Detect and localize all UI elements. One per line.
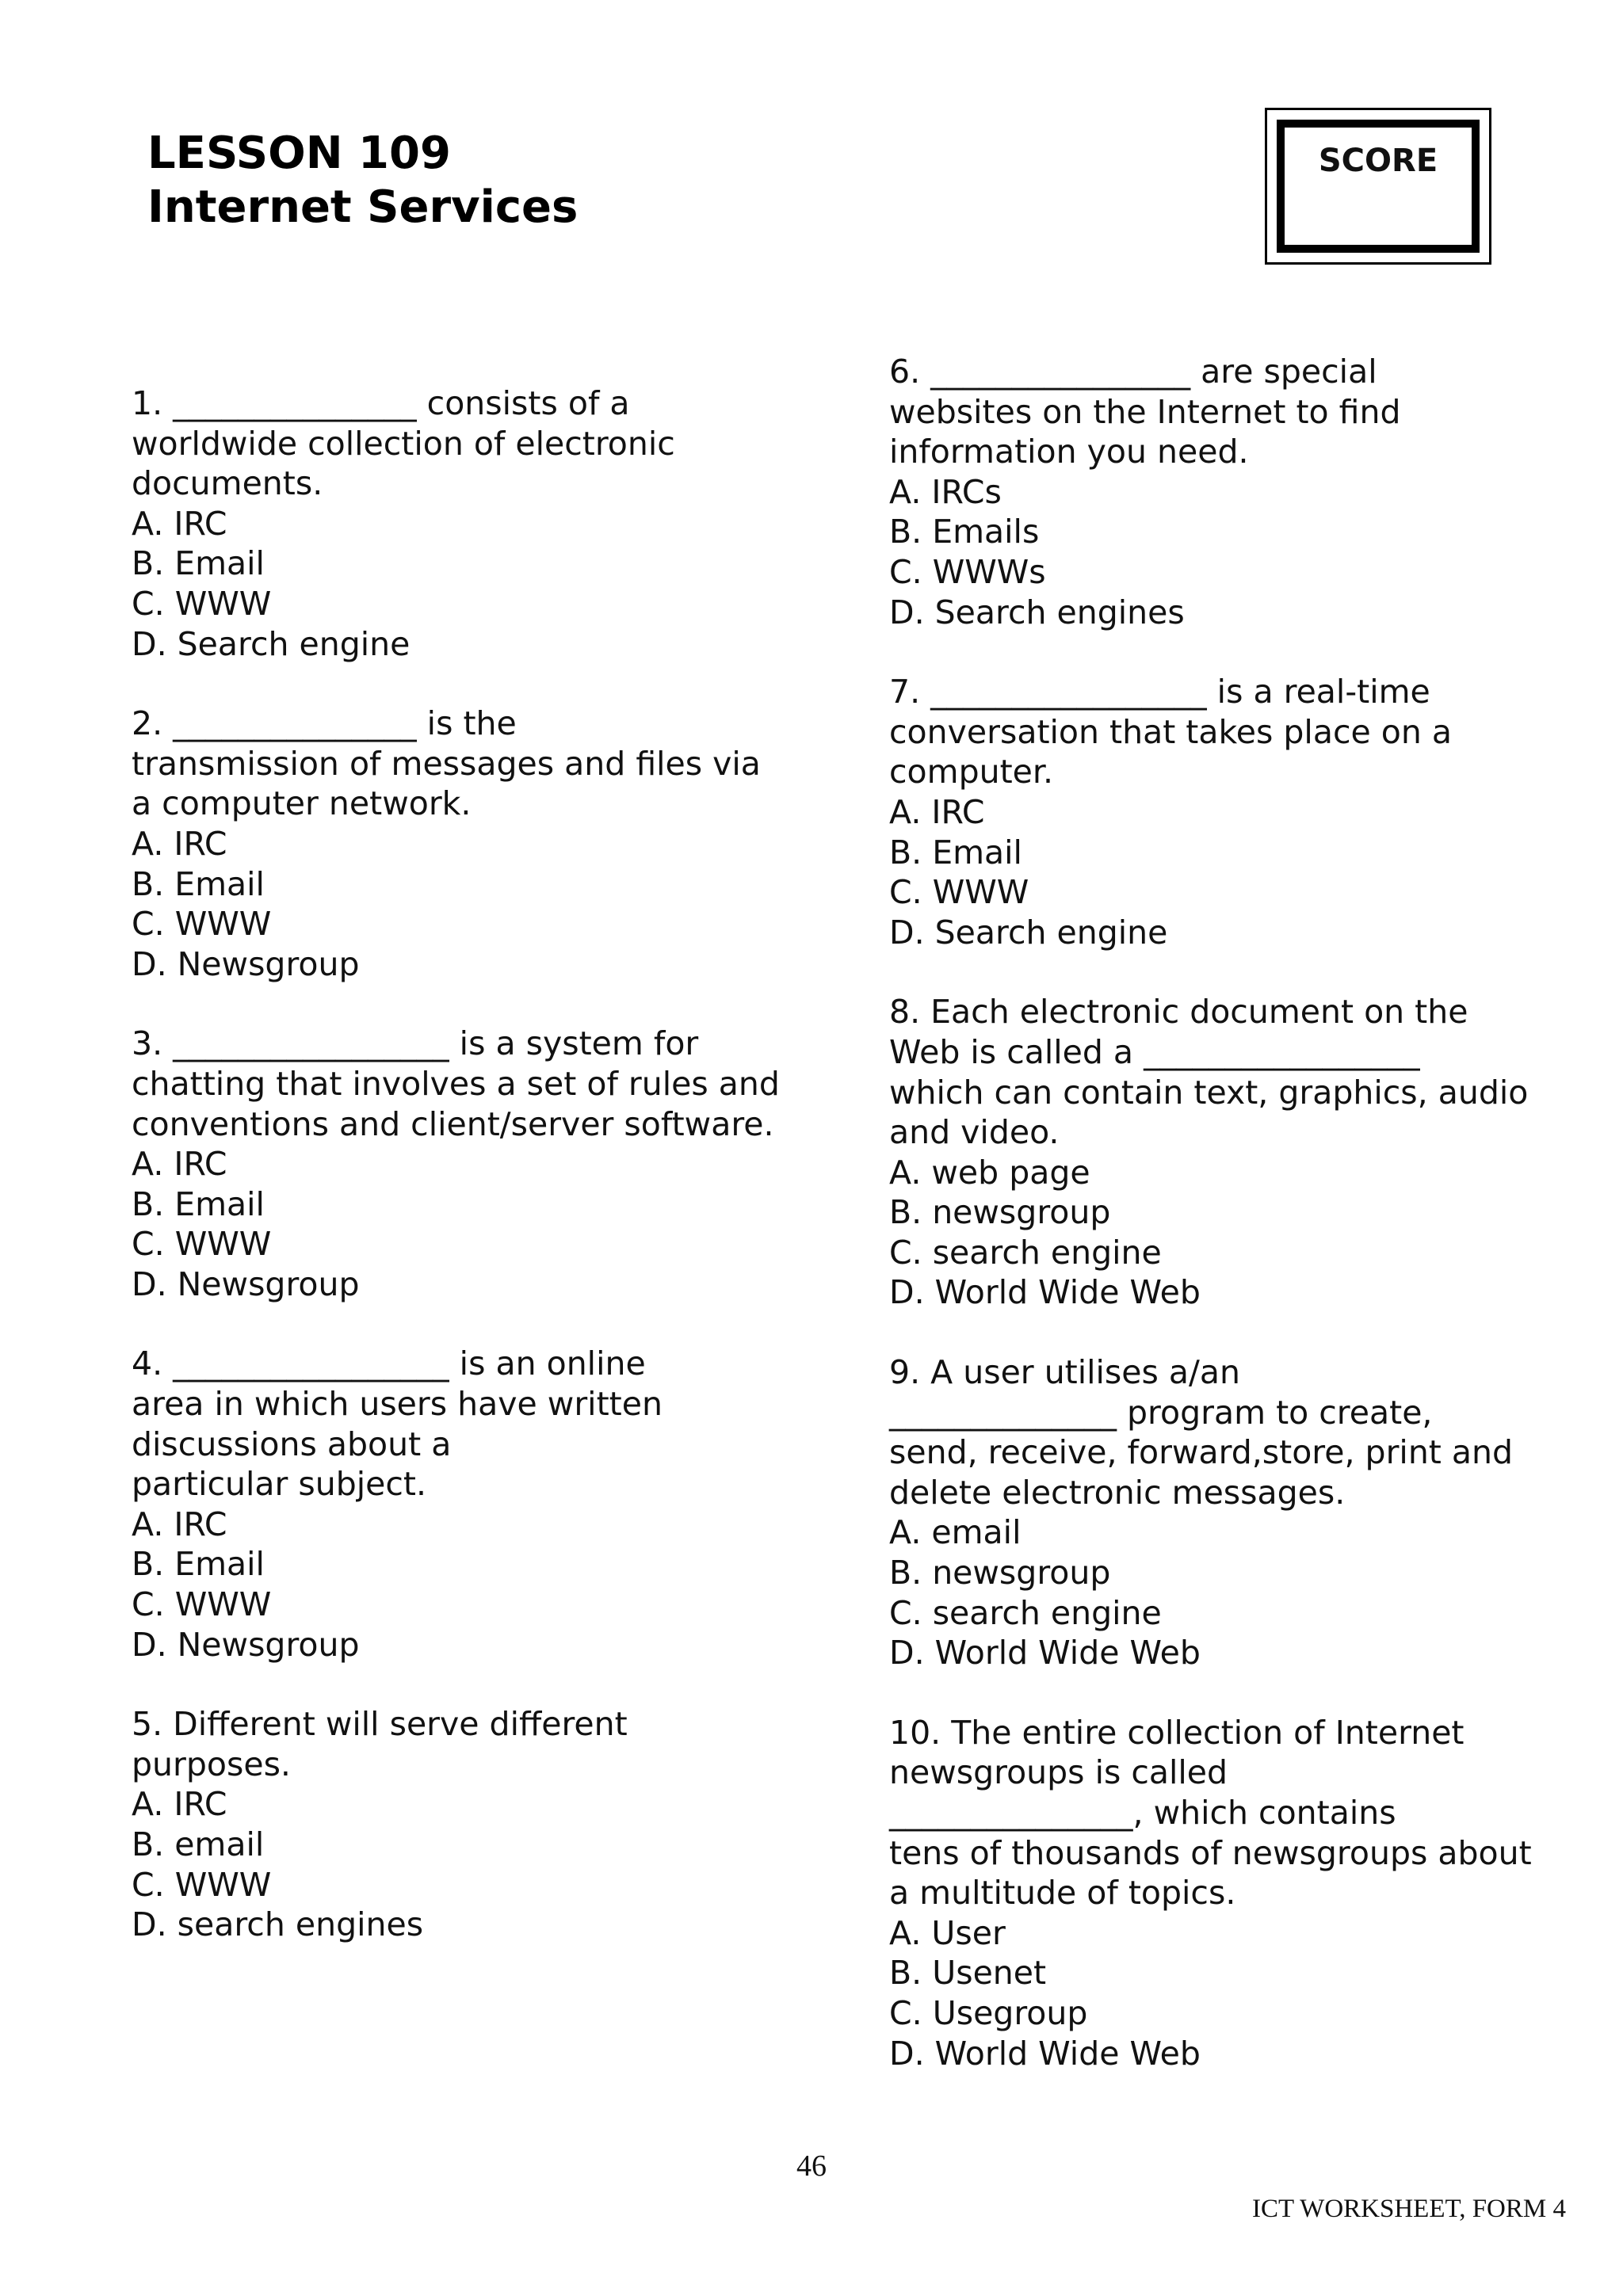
answer-option: B. Email [132, 864, 265, 903]
answer-option: C. WWWs [889, 552, 1046, 591]
question-text-line: computer. [889, 753, 1054, 791]
answer-option: D. World Wide Web [889, 1273, 1201, 1312]
answer-option: C. WWW [889, 873, 1029, 912]
lesson-title [147, 127, 578, 235]
answer-option: B. Email [132, 544, 265, 583]
answer-option: A. IRC [132, 824, 227, 863]
answer-option: B. Emails [889, 513, 1040, 551]
question-text-line: send, receive, forward,store, print and [889, 1433, 1514, 1472]
question-text-line: ______________ program to create, [889, 1393, 1433, 1432]
question-text-line: conversation that takes place on a [889, 712, 1452, 751]
score-box [1265, 108, 1491, 265]
question-text-line: newsgroups is called [889, 1753, 1228, 1792]
question-text-line: delete electronic messages. [889, 1473, 1346, 1512]
answer-option: A. IRC [132, 1785, 227, 1824]
question-text-line: chatting that involves a set of rules and [132, 1064, 780, 1103]
question-text-line: which can contain text, graphics, audio [889, 1073, 1529, 1112]
answer-option: D. Newsgroup [132, 1264, 360, 1303]
answer-option: D. Newsgroup [132, 944, 360, 983]
answer-option: C. WWW [132, 1225, 272, 1264]
question-text-line: websites on the Internet to find [889, 392, 1401, 431]
question-item [132, 704, 829, 984]
question-text-line: 7. _________________ is a real-time [889, 673, 1430, 711]
answer-option: C. search engine [889, 1233, 1162, 1272]
question-text-line: a multitude of topics. [889, 1874, 1236, 1913]
question-text-line: and video. [889, 1113, 1060, 1152]
answer-option: D. Search engines [889, 593, 1185, 631]
answer-option: D. search engines [132, 1905, 424, 1944]
answer-option: B. Email [132, 1184, 265, 1223]
question-text-line: worldwide collection of electronic [132, 424, 675, 463]
question-item [889, 352, 1587, 632]
answer-option: A. IRCs [889, 472, 1002, 511]
question-item [889, 992, 1587, 1313]
question-text-line: information you need. [889, 433, 1249, 471]
worksheet-footer: ICT WORKSHEET, FORM 4 [1251, 2195, 1566, 2223]
question-text-line: 4. _________________ is an online [132, 1344, 646, 1383]
answer-option: B. email [132, 1825, 265, 1863]
answer-option: A. email [889, 1513, 1022, 1552]
question-text-line: discussions about a [132, 1425, 452, 1463]
question-text-line: _______________, which contains [889, 1794, 1396, 1832]
left-question-column [132, 383, 829, 1985]
question-text-line: area in which users have written [132, 1385, 663, 1424]
answer-option: B. newsgroup [889, 1193, 1111, 1232]
question-text-line: transmission of messages and files via [132, 744, 761, 783]
question-item [132, 1344, 829, 1665]
question-text-line: 5. Different will serve different [132, 1705, 628, 1744]
question-text-line: 8. Each electronic document on the [889, 993, 1468, 1032]
answer-option: C. WWW [132, 1865, 272, 1904]
answer-option: C. WWW [132, 905, 272, 944]
question-text-line: tens of thousands of newsgroups about [889, 1833, 1532, 1872]
question-text-line: 6. ________________ are special [889, 353, 1377, 391]
answer-option: A. web page [889, 1153, 1090, 1192]
answer-option: B. newsgroup [889, 1554, 1111, 1592]
answer-option: A. IRC [889, 792, 985, 831]
answer-option: C. WWW [132, 1585, 272, 1624]
answer-option: B. Email [132, 1545, 265, 1584]
question-item [889, 1713, 1587, 2073]
answer-option: D. World Wide Web [889, 1634, 1201, 1672]
question-text-line: Web is called a _________________ [889, 1032, 1420, 1071]
answer-option: D. Search engine [889, 913, 1168, 952]
lesson-number: LESSON 109 [147, 128, 451, 179]
question-text-line: conventions and client/server software. [132, 1104, 774, 1143]
answer-option: D. World Wide Web [889, 2034, 1201, 2073]
score-label: SCORE [1318, 143, 1438, 179]
question-text-line: particular subject. [132, 1465, 427, 1504]
question-item [132, 383, 829, 664]
answer-option: A. IRC [132, 504, 227, 543]
question-text-line: a computer network. [132, 784, 472, 823]
question-item [889, 672, 1587, 952]
question-item [889, 1352, 1587, 1673]
question-text-line: 2. _______________ is the [132, 704, 517, 743]
question-text-line: 10. The entire collection of Internet [889, 1713, 1465, 1752]
question-text-line: 1. _______________ consists of a [132, 384, 630, 422]
answer-option: C. search engine [889, 1593, 1162, 1632]
question-text-line: 9. A user utilises a/an [889, 1353, 1240, 1392]
answer-option: D. Search engine [132, 624, 411, 663]
right-question-column [889, 352, 1587, 2113]
answer-option: A. User [889, 1913, 1006, 1952]
answer-option: B. Usenet [889, 1954, 1047, 1993]
answer-option: D. Newsgroup [132, 1625, 360, 1664]
page-number: 46 [796, 2149, 827, 2183]
answer-option: C. Usegroup [889, 1993, 1088, 2032]
answer-option: B. Email [889, 833, 1022, 871]
question-item [132, 1024, 829, 1304]
answer-option: A. IRC [132, 1145, 227, 1184]
question-text-line: 3. _________________ is a system for [132, 1024, 699, 1063]
lesson-topic: Internet Services [147, 181, 579, 233]
answer-option: C. WWW [132, 584, 272, 623]
question-item [132, 1704, 829, 1945]
score-box-frame [1277, 120, 1480, 253]
answer-option: A. IRC [132, 1505, 227, 1543]
question-text-line: purposes. [132, 1745, 291, 1783]
question-text-line: documents. [132, 464, 323, 503]
